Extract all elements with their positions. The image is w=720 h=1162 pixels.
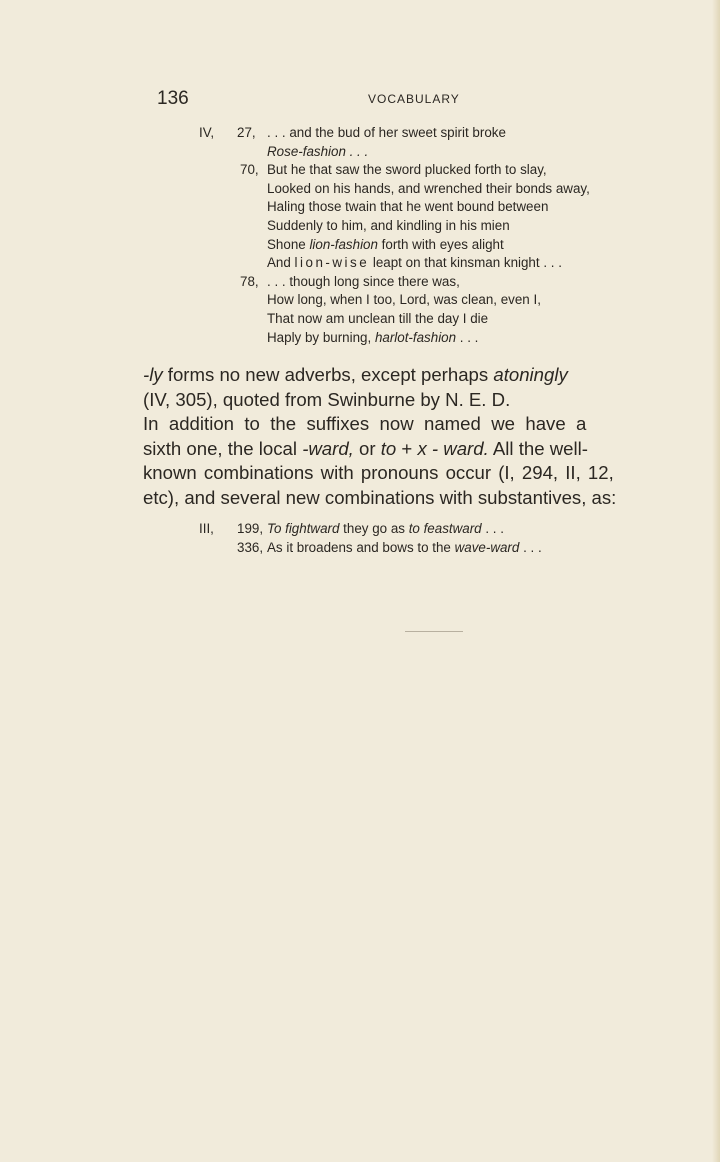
quote-text: Rose-fashion . . . — [267, 143, 369, 159]
quote-text-italic: lion-fashion — [309, 236, 378, 252]
quote-line — [199, 198, 590, 217]
quote-line — [199, 236, 590, 255]
paragraph-text: All the well- — [488, 437, 588, 459]
quote-text-italic: wave-ward — [454, 539, 520, 555]
quote-text-part: leapt on that kinsman knight . . . — [369, 255, 562, 271]
quote-line — [199, 291, 590, 310]
quote-text-spaced: lion-wise — [294, 255, 370, 271]
verse-quotation-block — [199, 124, 590, 347]
quote-text — [267, 539, 542, 558]
paragraph-text: (IV, 305), quoted from Swinburne by N. E. D. — [143, 388, 511, 410]
quote-ref: III, — [199, 521, 214, 536]
quote-text — [267, 520, 504, 539]
page-header — [0, 88, 720, 110]
running-head: VOCABULARY — [368, 92, 460, 106]
quote-line — [199, 539, 542, 558]
paragraph-text: known combinations with pronouns occur (I, 294, II, 12, — [143, 462, 614, 484]
quote-text: Looked on his hands, and wrenched their bonds away, — [267, 180, 590, 196]
quote-ref: IV, — [199, 125, 215, 140]
paragraph-line — [143, 388, 675, 413]
quote-text-part: . . . — [456, 329, 479, 345]
quote-line — [199, 310, 590, 329]
paragraph-italic: to — [380, 437, 397, 459]
paragraph-line — [143, 437, 675, 462]
paragraph-text: etc), and several new combinations with substantives, as: — [143, 486, 617, 508]
quote-line-number: 27, — [237, 125, 256, 140]
body-paragraph — [143, 363, 675, 511]
page-edge — [712, 0, 720, 1162]
quote-text-part: And — [267, 255, 295, 271]
quote-line-number: 336, — [237, 539, 264, 555]
quote-text-italic: To fightward — [267, 521, 340, 536]
quote-text-part: forth with eyes alight — [377, 236, 504, 252]
quote-line — [199, 217, 590, 236]
quote-text — [267, 236, 504, 255]
quote-text-part: Shone — [267, 236, 310, 252]
quote-text: How long, when I too, Lord, was clean, even I, — [267, 292, 541, 308]
quote-line — [199, 254, 590, 273]
paragraph-line — [143, 461, 675, 486]
quote-line — [199, 161, 590, 180]
quote-text: . . . and the bud of her sweet spirit broke — [267, 125, 506, 140]
quote-line — [199, 124, 590, 143]
quote-text — [267, 329, 478, 348]
paragraph-italic: -ward, — [302, 437, 354, 459]
quote-text-part: Haply by burning, — [267, 329, 375, 345]
paragraph-text: In addition to the suffixes now named we have a — [143, 413, 587, 435]
quote-line — [199, 180, 590, 199]
quote-line — [199, 273, 590, 292]
paragraph-text: or — [353, 437, 381, 459]
quote-text: Haling those twain that he went bound between — [267, 199, 549, 215]
paragraph-line — [143, 486, 675, 511]
quote-text-part: . . . — [519, 539, 542, 555]
quote-line — [199, 520, 542, 539]
page-number: 136 — [157, 88, 189, 109]
quote-text — [267, 254, 562, 273]
paragraph-italic: x - ward. — [417, 437, 489, 459]
paragraph-line — [143, 363, 675, 388]
quote-text: That now am unclean till the day I die — [267, 310, 489, 326]
paragraph-text: forms no new adverbs, except perhaps — [162, 364, 494, 385]
quote-text-part: they go as — [339, 521, 409, 536]
paragraph-text: sixth one, the local — [143, 437, 303, 459]
quote-line-number: 70, — [240, 162, 259, 178]
quote-text-italic: to feastward — [408, 521, 482, 536]
paragraph-line — [143, 412, 675, 437]
quote-text-part: As it broadens and bows to the — [267, 539, 455, 555]
quote-line — [199, 143, 590, 162]
quote-text-part: . . . — [481, 521, 504, 536]
paragraph-text: + — [396, 437, 418, 459]
quote-text: Suddenly to him, and kindling in his mien — [267, 217, 510, 233]
quote-line-number: 199, — [237, 521, 264, 536]
quote-line-number: 78, — [240, 273, 259, 289]
quote-line — [199, 329, 590, 348]
paragraph-italic: atoningly — [493, 364, 568, 385]
quote-text: But he that saw the sword plucked forth to slay, — [267, 162, 547, 178]
verse-quotation-block-2 — [199, 520, 542, 557]
quote-text-italic: harlot-fashion — [374, 329, 457, 345]
quote-text: . . . though long since there was, — [267, 273, 460, 289]
section-rule — [405, 631, 463, 632]
paragraph-italic: -ly — [143, 364, 163, 385]
